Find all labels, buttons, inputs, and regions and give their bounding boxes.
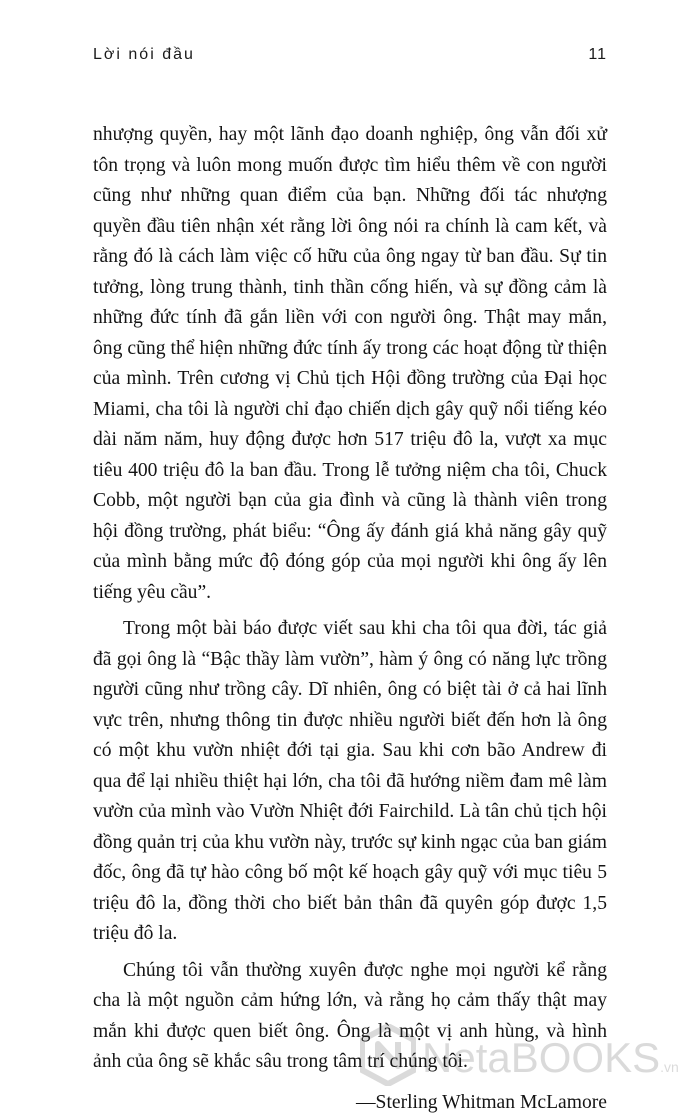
watermark-brand: NetaBOOKS (422, 1034, 661, 1081)
body-text (93, 120, 607, 1118)
watermark-text (422, 1034, 679, 1082)
signature: —Sterling Whitman McLamore (355, 1091, 607, 1113)
page-number: 11 (588, 46, 607, 63)
paragraph: Chúng tôi vẫn thường xuyên được nghe mọi người kể rằng cha là một nguồn cảm hứng lớn, và rằng họ cảm thấy thật may mắn khi được quen biết ông. Ông là một vị anh hùng, và hình ảnh của ông sẽ khắc sâu trong tâm trí chúng tôi. (93, 959, 607, 1072)
running-header (93, 46, 607, 70)
chapter-title: Lời nói đầu (93, 46, 195, 63)
paragraph: Trong một bài báo được viết sau khi cha tôi qua đời, tác giả đã gọi ông là “Bậc thầy làm vườn”, hàm ý ông có năng lực trồng người cũng như trồng cây. Dĩ nhiên, ông có biệt tài ở cả hai lĩnh vực trên, nhưng thông tin được nhiều người biết đến hơn là ông có một khu vườn nhiệt đới tại gia. Sau khi cơn bão Andrew đi qua để lại nhiều thiệt hại lớn, cha tôi đã hướng niềm đam mê làm vườn của mình vào Vườn Nhiệt đới Fairchild. Là tân chủ tịch hội đồng quản trị của khu vườn này, trước sự kinh ngạc của ban giám đốc, ông đã tự hào công bố một kế hoạch gây quỹ với mục tiêu 5 triệu đô la, đồng thời cho biết bản thân đã quyên góp được 1,5 triệu đô la. (93, 618, 607, 944)
watermark-suffix: .vn (660, 1059, 679, 1075)
watermark (360, 1024, 700, 1094)
neta-logo-icon (360, 1024, 416, 1086)
paragraph-continued: nhượng quyền, hay một lãnh đạo doanh nghiệp, ông vẫn đối xử tôn trọng và luôn mong muốn được tìm hiểu thêm về con người cũng như những quan điểm của bạn. Những đối tác nhượng quyền đầu tiên nhận xét rằng lời ông nói ra chính là cam kết, và rằng đó là cách làm việc cố hữu của ông ngay từ ban đầu. Sự tin tưởng, lòng trung thành, tinh thần cống hiến, và sự đồng cảm là những đức tính đã gắn liền với con người ông. Thật may mắn, ông cũng thể hiện những đức tính ấy trong các hoạt động từ thiện của mình. Trên cương vị Chủ tịch Hội đồng trường của Đại học Miami, cha tôi là người chỉ đạo chiến dịch gây quỹ nổi tiếng kéo dài năm năm, huy động được hơn 517 triệu đô la, vượt xa mục tiêu 400 triệu đô la ban đầu. Trong lễ tưởng niệm cha tôi, Chuck Cobb, một người bạn của gia đình và cũng là thành viên trong hội đồng trường, phát biểu: “Ông ấy đánh giá khả năng gây quỹ của mình bằng mức độ đóng góp của mọi người khi ông ấy lên tiếng yêu cầu”. (93, 124, 607, 603)
